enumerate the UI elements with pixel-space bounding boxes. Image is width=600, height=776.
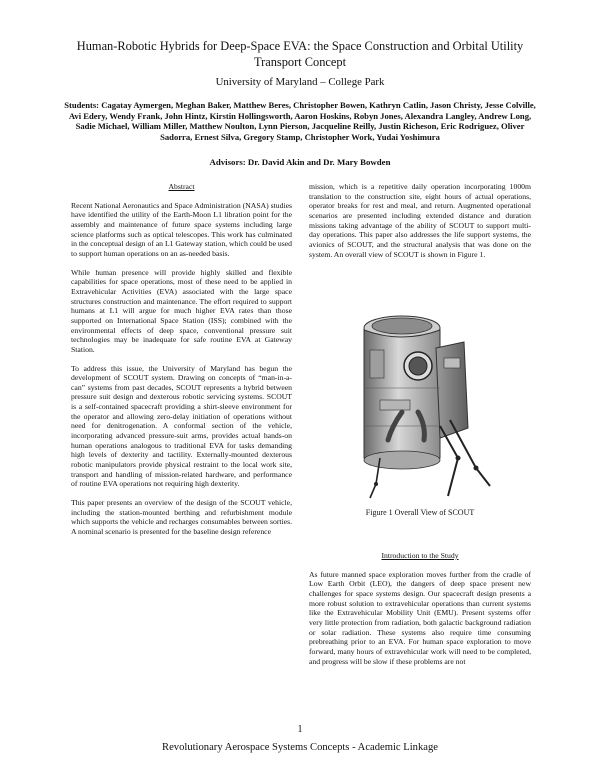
paper-title: Human-Robotic Hybrids for Deep-Space EVA: the Space Construction and Orbital Utility Transport Concept xyxy=(76,39,524,69)
page-footer: Revolutionary Aerospace Systems Concepts - Academic Linkage xyxy=(162,742,438,753)
base-ring xyxy=(364,451,440,469)
abstract-paragraph-2: While human presence will provide highly skilled and flexible capabilities for space operations, most of these need to be applied in Extravehicular Activities (EVA) associated with the large space structures construction and maintenance. The effort required to support humans at L1 will argue for much higher EVA rates than those supported on International Space Station (ISS); combined with the environmental effects of deep space, conventional pressure suit technologies may be inadequate for safe routine EVA at Gateway Station. xyxy=(71,267,292,354)
left-column xyxy=(71,182,292,546)
abstract-paragraph-3: To address this issue, the University of Maryland has begun the development of SCOUT system. Drawing on concepts of “man-in-a-can” systems from past decades, SCOUT represents a hybrid between pressure suit design and dexterous robotic servicing systems. SCOUT is a self-contained spacecraft providing a shirt-sleeve environment for the operator and allowing zero-delay initiation of operations without need for denitrogenation. A conformal section of the vehicle, incorporating advanced pressure-suit arms, provides actual hands-on human operations analogous to traditional EVA for tasks demanding high levels of dexterity and tactility. Externally-mounted dexterous robotic manipulators provide physical restraint to the local work site, transport and handling of mission-related hardware, and performance of routine EVA operations not requiring high dexterity. xyxy=(71,363,292,489)
figure-caption: Figure 1 Overall View of SCOUT xyxy=(365,508,475,517)
arm-joint xyxy=(474,466,479,471)
abstract-paragraph-4: This paper presents an overview of the design of the SCOUT vehicle, including the station-mounted berthing and refurbishment module which supports the vehicle and recharges consumables between sorties. A nominal scenario is presented for the baseline design reference xyxy=(71,498,292,536)
introduction-heading: Introduction to the Study xyxy=(381,551,459,560)
side-panel xyxy=(444,358,460,368)
abstract-heading: Abstract xyxy=(168,182,195,191)
abstract-paragraph-continued: mission, which is a repetitive daily operation incorporating 1000m translation to the construction site, eight hours of actual operations, operator breaks for rest and meal, and return. Augmented operational scenarios are presented including extended distance and duration missions taking advantage of the ability of SCOUT to support multi-day operations. This paper also addresses the life support systems, the avionics of SCOUT, and the structural analysis that was done on the system. An overall view of SCOUT is shown in Figure 1. xyxy=(309,182,531,259)
affiliation: University of Maryland – College Park xyxy=(215,76,385,88)
student-authors: Students: Cagatay Aymergen, Meghan Baker, Matthew Beres, Christopher Bowen, Kathryn Catlin, Jason Christy, Jesse Colville, Avi Edery, Wendy Frank, John Hintz, Kirstin Hollingsworth, Aaron Hoskins, Robyn Jones, Alexandra Langley, Andrew Long, Sadie Michael, William Miller, Matthew Noulton, Lynn Pierson, Jacqueline Reilly, Justin Richeson, Eric Rodriguez, Oliver Sadorra, Ernest Silva, Gregory Stamp, Christopher Work, Yudai Yoshimura xyxy=(64,100,536,142)
arm-joint xyxy=(456,456,461,461)
advisors: Advisors: Dr. David Akin and Dr. Mary Bowden xyxy=(209,157,391,167)
hull-panel xyxy=(380,400,410,410)
top-hatch xyxy=(372,318,432,334)
arm-joint xyxy=(374,482,378,486)
hull-panel xyxy=(370,350,384,378)
viewport-glass xyxy=(409,357,427,375)
right-column-bottom xyxy=(309,551,531,675)
right-column-top xyxy=(309,182,531,268)
page-number: 1 xyxy=(297,724,303,735)
introduction-paragraph: As future manned space exploration moves further from the cradle of Low Earth Orbit (LEO), the dangers of deep space present new challenges for space systems design. Our spacecraft design presents a more robust solution to extravehicular operations than current systems like the Extravehicular Mobility Unit (EMU). Present systems offer very little protection from radiation, both galactic background radiation or solar radiation. These systems also require time consuming prebreathing prior to an EVA. For human space exploration to move forward, many hours of extravehicular work will need to be completed, and progress will be slow if these problems are not xyxy=(309,569,531,666)
abstract-paragraph-1: Recent National Aeronautics and Space Administration (NASA) studies have identified the utility of the Earth-Moon L1 libration point for the assembly and maintenance of future space systems including large science platforms such as optical telescopes. This work has culminated in the conceptual design of an L1 Gateway station, which could be used to support human operations on an as-needed basis. xyxy=(71,200,292,258)
scout-vehicle-figure xyxy=(340,308,500,506)
